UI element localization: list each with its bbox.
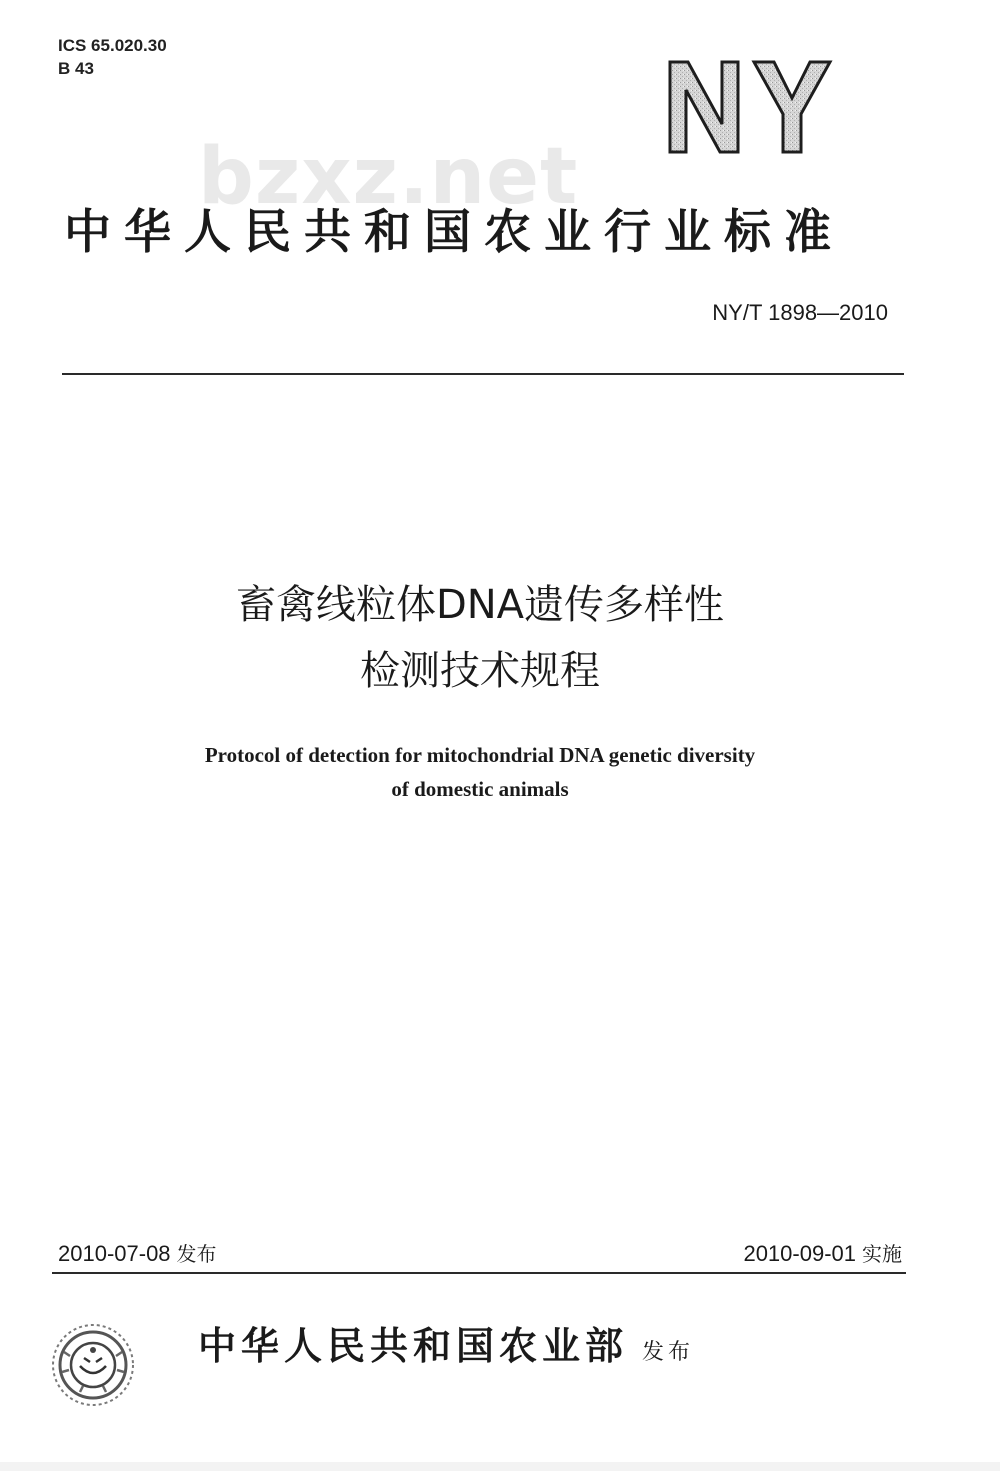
chinese-title	[0, 572, 960, 704]
ccs-code: B 43	[58, 59, 94, 78]
effective-date-block	[743, 1238, 902, 1267]
chinese-title-line-2: 检测技术规程	[360, 648, 600, 694]
effective-date: 2010-09-01	[743, 1241, 856, 1266]
effective-label: 实施	[862, 1244, 902, 1266]
issue-label: 发布	[176, 1244, 217, 1266]
issue-date-block	[58, 1238, 217, 1267]
issue-date: 2010-07-08	[58, 1241, 171, 1266]
publisher-block	[198, 1318, 694, 1381]
standard-number: NY/T 1898—2010	[712, 300, 888, 325]
english-title	[0, 738, 960, 806]
publisher-name: 中华人民共和国农业部	[198, 1323, 629, 1368]
english-title-line-1: Protocol of detection for mitochondrial DNA genetic diversity	[204, 743, 756, 767]
chinese-title-line-1: 畜禽线粒体DNA遗传多样性	[235, 582, 725, 628]
watermark-text: bzxz.net	[198, 132, 579, 222]
classification-codes	[58, 34, 167, 80]
header-divider	[62, 373, 904, 375]
ministry-seal-icon	[50, 1322, 136, 1408]
standard-category-title: 中华人民共和国农业行业标准	[64, 205, 844, 260]
english-title-line-2: of domestic animals	[391, 777, 569, 801]
publisher-label: 发布	[642, 1340, 695, 1365]
ny-logo	[664, 58, 836, 156]
footer-divider	[52, 1272, 906, 1274]
page-bottom-edge	[0, 1462, 1000, 1471]
ics-code: ICS 65.020.30	[58, 36, 167, 55]
